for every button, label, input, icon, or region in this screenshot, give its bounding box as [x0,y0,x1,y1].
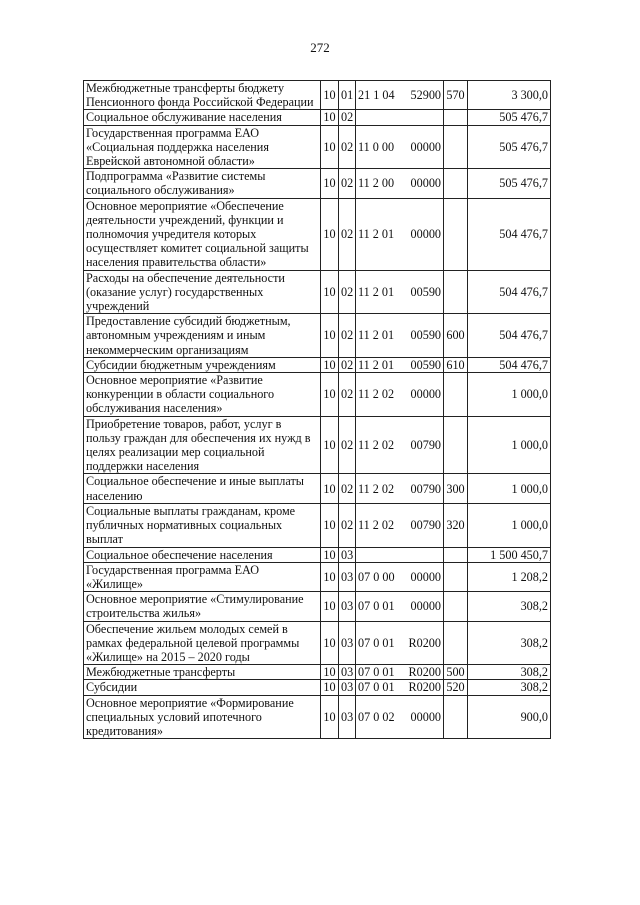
table-row [84,314,551,358]
subsection-code: 02 [339,125,356,169]
row-name: Социальное обслуживание населения [84,110,321,125]
target-article-program: 07 0 01 [358,665,395,680]
table-row [84,621,551,665]
target-article-code [356,474,444,503]
target-article-code [356,373,444,417]
target-article-program: 11 2 02 [358,481,395,496]
target-article-program: 11 2 01 [358,284,395,299]
target-article-program: 11 2 02 [358,437,395,452]
target-article-program: 11 2 00 [358,176,395,191]
target-article-code [356,562,444,591]
target-article-program: 21 1 04 [358,88,395,103]
target-article-program: 11 2 01 [358,227,395,242]
expense-type-code [444,110,468,125]
target-article-program: 07 0 01 [358,635,395,650]
target-article-code [356,357,444,372]
subsection-code: 02 [339,110,356,125]
target-article-direction: 00590 [410,284,441,299]
expense-type-code [444,125,468,169]
row-name: Приобретение товаров, работ, услуг в пользу граждан для обеспечения их нужд в целях реализации мер социальной поддержки населения [84,416,321,474]
section-code: 10 [321,110,339,125]
target-article-code [356,169,444,198]
row-sum: 1 500 450,7 [468,547,551,562]
target-article-direction: 00000 [410,599,441,614]
target-article-code [356,680,444,695]
expense-type-code [444,373,468,417]
row-name: Основное мероприятие «Развитие конкуренции в области социального обслуживания населения» [84,373,321,417]
table-row [84,416,551,474]
table-row [84,695,551,739]
row-sum: 308,2 [468,680,551,695]
section-code: 10 [321,665,339,680]
subsection-code: 02 [339,270,356,314]
section-code: 10 [321,125,339,169]
section-code: 10 [321,695,339,739]
target-article-code [356,110,444,125]
section-code: 10 [321,416,339,474]
row-name: Подпрограмма «Развитие системы социального обслуживания» [84,169,321,198]
target-article-direction: 00000 [410,227,441,242]
section-code: 10 [321,169,339,198]
target-article-code [356,125,444,169]
expense-type-code: 520 [444,680,468,695]
table-row [84,373,551,417]
target-article-program: 07 0 02 [358,709,395,724]
row-sum: 1 208,2 [468,562,551,591]
row-name: Межбюджетные трансферты [84,665,321,680]
subsection-code: 01 [339,81,356,110]
table-row [84,547,551,562]
subsection-code: 03 [339,665,356,680]
target-article-code [356,592,444,621]
target-article-code [356,665,444,680]
subsection-code: 02 [339,169,356,198]
expense-type-code [444,416,468,474]
subsection-code: 02 [339,198,356,270]
table-row [84,592,551,621]
subsection-code: 03 [339,680,356,695]
expense-type-code [444,562,468,591]
section-code: 10 [321,81,339,110]
target-article-direction: 00000 [410,387,441,402]
row-sum: 1 000,0 [468,416,551,474]
expense-type-code: 570 [444,81,468,110]
subsection-code: 03 [339,695,356,739]
target-article-direction: 00790 [410,437,441,452]
target-article-code [356,547,444,562]
target-article-program: 07 0 01 [358,599,395,614]
expense-type-code: 600 [444,314,468,358]
table-row [84,81,551,110]
target-article-direction: 00000 [410,139,441,154]
row-sum: 3 300,0 [468,81,551,110]
target-article-direction: 00000 [410,569,441,584]
section-code: 10 [321,314,339,358]
target-article-direction: 00000 [410,176,441,191]
row-sum: 900,0 [468,695,551,739]
row-name: Социальное обеспечение населения [84,547,321,562]
budget-table-body [84,81,551,739]
row-sum: 1 000,0 [468,503,551,547]
target-article-direction: 00790 [410,481,441,496]
section-code: 10 [321,357,339,372]
row-name: Обеспечение жильем молодых семей в рамках федеральной целевой программы «Жилище» на 2015 – 2020 годы [84,621,321,665]
target-article-program: 11 2 01 [358,328,395,343]
subsection-code: 03 [339,562,356,591]
expense-type-code [444,270,468,314]
row-sum: 308,2 [468,621,551,665]
row-name: Основное мероприятие «Формирование специальных условий ипотечного кредитования» [84,695,321,739]
row-sum: 1 000,0 [468,474,551,503]
row-name: Государственная программа ЕАО «Социальная поддержка населения Еврейской автономной области» [84,125,321,169]
target-article-program: 07 0 01 [358,680,395,695]
target-article-direction: 00000 [410,709,441,724]
subsection-code: 03 [339,547,356,562]
row-sum: 505 476,7 [468,125,551,169]
row-sum: 505 476,7 [468,169,551,198]
target-article-program: 11 2 02 [358,518,395,533]
target-article-code [356,81,444,110]
table-row [84,169,551,198]
target-article-code [356,503,444,547]
section-code: 10 [321,270,339,314]
target-article-direction: R0200 [408,680,441,695]
subsection-code: 02 [339,416,356,474]
row-sum: 504 476,7 [468,314,551,358]
section-code: 10 [321,621,339,665]
expense-type-code [444,621,468,665]
section-code: 10 [321,474,339,503]
section-code: 10 [321,547,339,562]
target-article-direction: R0200 [408,635,441,650]
row-name: Социальные выплаты гражданам, кроме публичных нормативных социальных выплат [84,503,321,547]
row-name: Субсидии бюджетным учреждениям [84,357,321,372]
row-name: Основное мероприятие «Обеспечение деятельности учреждений, функции и полномочия учредителя которых осуществляет комитет социальной защиты населения правительства области» [84,198,321,270]
row-sum: 504 476,7 [468,357,551,372]
target-article-program: 07 0 00 [358,569,395,584]
expense-type-code: 500 [444,665,468,680]
row-name: Субсидии [84,680,321,695]
table-row [84,503,551,547]
expense-type-code: 320 [444,503,468,547]
table-row [84,474,551,503]
target-article-code [356,314,444,358]
subsection-code: 02 [339,474,356,503]
section-code: 10 [321,503,339,547]
target-article-code [356,621,444,665]
target-article-direction: R0200 [408,665,441,680]
row-name: Государственная программа ЕАО «Жилище» [84,562,321,591]
table-row [84,110,551,125]
subsection-code: 03 [339,621,356,665]
expense-type-code: 300 [444,474,468,503]
target-article-code [356,198,444,270]
table-row [84,125,551,169]
subsection-code: 02 [339,357,356,372]
row-name: Социальное обеспечение и иные выплаты населению [84,474,321,503]
subsection-code: 02 [339,503,356,547]
table-row [84,562,551,591]
row-sum: 308,2 [468,665,551,680]
expense-type-code [444,695,468,739]
row-sum: 504 476,7 [468,270,551,314]
row-sum: 504 476,7 [468,198,551,270]
table-row [84,198,551,270]
table-row [84,665,551,680]
target-article-program: 11 2 02 [358,387,395,402]
section-code: 10 [321,198,339,270]
target-article-direction: 00590 [410,328,441,343]
page-number: 272 [310,40,330,55]
row-name: Расходы на обеспечение деятельности (оказание услуг) государственных учреждений [84,270,321,314]
table-row [84,357,551,372]
section-code: 10 [321,373,339,417]
section-code: 10 [321,592,339,621]
table-row [84,680,551,695]
row-sum: 1 000,0 [468,373,551,417]
row-name: Основное мероприятие «Стимулирование строительства жилья» [84,592,321,621]
row-sum: 308,2 [468,592,551,621]
target-article-direction: 52900 [410,88,441,103]
row-name: Предоставление субсидий бюджетным, автономным учреждениям и иным некоммерческим организациям [84,314,321,358]
expense-type-code [444,547,468,562]
expense-type-code: 610 [444,357,468,372]
section-code: 10 [321,562,339,591]
expense-type-code [444,169,468,198]
budget-table [83,80,551,739]
target-article-code [356,695,444,739]
target-article-direction: 00590 [410,357,441,372]
subsection-code: 03 [339,592,356,621]
target-article-code [356,416,444,474]
target-article-code [356,270,444,314]
expense-type-code [444,198,468,270]
target-article-program: 11 0 00 [358,139,395,154]
row-name: Межбюджетные трансферты бюджету Пенсионного фонда Российской Федерации [84,81,321,110]
subsection-code: 02 [339,373,356,417]
section-code: 10 [321,680,339,695]
subsection-code: 02 [339,314,356,358]
table-row [84,270,551,314]
target-article-program: 11 2 01 [358,357,395,372]
target-article-direction: 00790 [410,518,441,533]
row-sum: 505 476,7 [468,110,551,125]
expense-type-code [444,592,468,621]
